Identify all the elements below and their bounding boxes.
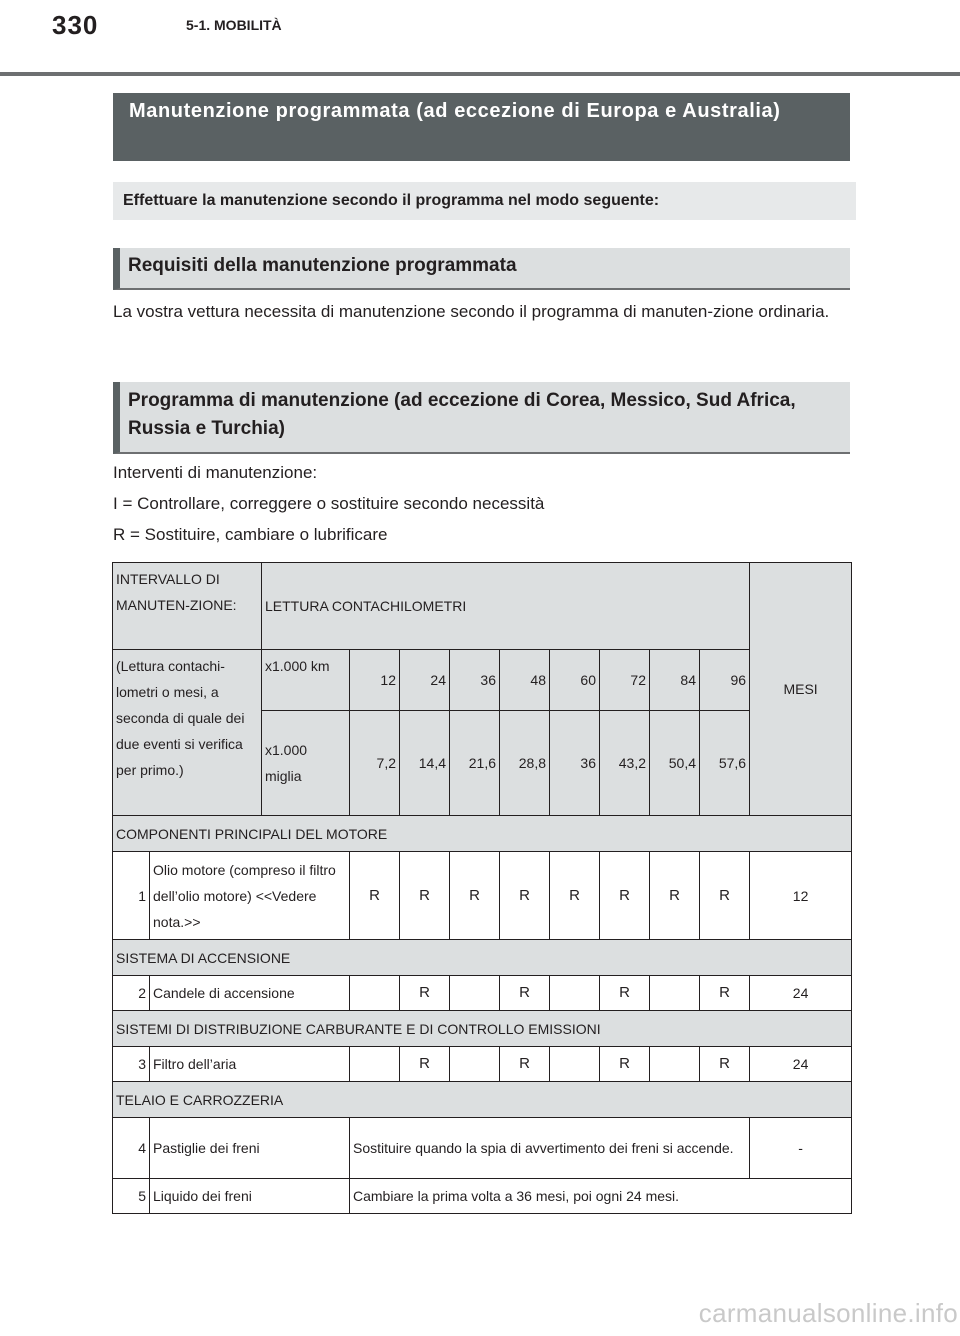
row-number: 1: [113, 852, 150, 940]
km-value-cell: 12: [350, 650, 400, 711]
mark-cell: [350, 1047, 400, 1082]
mile-value-cell: 7,2: [350, 711, 400, 816]
mark-cell: [650, 976, 700, 1011]
section-title-cell: SISTEMI DI DISTRIBUZIONE CARBURANTE E DI CONTROLLO EMISSIONI: [113, 1011, 852, 1047]
months-cell: 24: [750, 1047, 852, 1082]
requirements-heading: Requisiti della manutenzione programmata: [113, 248, 850, 290]
row-item: Filtro dell’aria: [150, 1047, 350, 1082]
mark-cell: R: [600, 852, 650, 940]
months-label-cell: MESI: [750, 563, 852, 816]
row-number: 5: [113, 1179, 150, 1214]
row-item: Candele di accensione: [150, 976, 350, 1011]
months-cell: 12: [750, 852, 852, 940]
mark-cell: R: [700, 852, 750, 940]
section-banner: Manutenzione programmata (ad eccezione di Europa e Australia): [113, 93, 850, 161]
mile-value-cell: 36: [550, 711, 600, 816]
section-title-cell: SISTEMA DI ACCENSIONE: [113, 940, 852, 976]
section-title-cell: TELAIO E CARROZZERIA: [113, 1082, 852, 1118]
mile-unit-cell: x1.000 miglia: [262, 711, 350, 816]
km-value-cell: 24: [400, 650, 450, 711]
mark-cell: R: [600, 1047, 650, 1082]
mile-value-cell: 50,4: [650, 711, 700, 816]
mark-cell: R: [400, 852, 450, 940]
legend-r: R = Sostituire, cambiare o lubrificare: [113, 525, 388, 544]
section-title-cell: COMPONENTI PRINCIPALI DEL MOTORE: [113, 816, 852, 852]
mark-cell: R: [500, 852, 550, 940]
mile-value-cell: 21,6: [450, 711, 500, 816]
mark-cell: R: [400, 976, 450, 1011]
months-cell: 24: [750, 976, 852, 1011]
km-unit-cell: x1.000 km: [262, 650, 350, 711]
mark-cell: R: [350, 852, 400, 940]
km-value-cell: 36: [450, 650, 500, 711]
row-number: 3: [113, 1047, 150, 1082]
mark-cell: [550, 1047, 600, 1082]
mark-cell: [650, 1047, 700, 1082]
mark-cell: R: [700, 976, 750, 1011]
mile-value-cell: 57,6: [700, 711, 750, 816]
program-heading: Programma di manutenzione (ad eccezione di Corea, Messico, Sud Africa, Russia e Turchia): [113, 382, 850, 454]
km-value-cell: 96: [700, 650, 750, 711]
legend-i: I = Controllare, correggere o sostituire secondo necessità: [113, 494, 545, 513]
mark-cell: R: [600, 976, 650, 1011]
header-rule: [0, 72, 960, 76]
mark-cell: R: [550, 852, 600, 940]
mark-cell: [450, 976, 500, 1011]
months-cell: -: [750, 1118, 852, 1179]
mark-cell: R: [400, 1047, 450, 1082]
km-value-cell: 72: [600, 650, 650, 711]
mark-cell: R: [700, 1047, 750, 1082]
km-value-cell: 60: [550, 650, 600, 711]
mark-cell: R: [500, 1047, 550, 1082]
requirements-body: La vostra vettura necessita di manutenzione secondo il programma di manuten-zione ordinaria.: [113, 302, 830, 321]
intro-banner: Effettuare la manutenzione secondo il programma nel modo seguente:: [113, 182, 856, 220]
mark-cell: [350, 976, 400, 1011]
mark-cell: [550, 976, 600, 1011]
mark-cell: [450, 1047, 500, 1082]
row-note: Sostituire quando la spia di avvertimento dei freni si accende.: [350, 1118, 750, 1179]
mile-value-cell: 43,2: [600, 711, 650, 816]
row-note: Cambiare la prima volta a 36 mesi, poi ogni 24 mesi.: [350, 1179, 852, 1214]
page-number: 330: [52, 10, 99, 40]
maintenance-table: [112, 562, 852, 1214]
row-item: Pastiglie dei freni: [150, 1118, 350, 1179]
row-item: Olio motore (compreso il filtro dell’olio motore) <<Vedere nota.>>: [150, 852, 350, 940]
reading-note-cell: (Lettura contachi-lometri o mesi, a seconda di quale dei due eventi si verifica per primo.): [113, 650, 262, 816]
km-value-cell: 48: [500, 650, 550, 711]
mark-cell: R: [450, 852, 500, 940]
legend-intro: Interventi di manutenzione:: [113, 463, 318, 482]
watermark-text: carmanualsonline.info: [698, 1298, 958, 1328]
interval-label-cell: INTERVALLO DI MANUTEN-ZIONE:: [113, 563, 262, 650]
odometer-label-cell: LETTURA CONTACHILOMETRI: [262, 563, 750, 650]
mile-value-cell: 14,4: [400, 711, 450, 816]
km-value-cell: 84: [650, 650, 700, 711]
row-number: 2: [113, 976, 150, 1011]
mark-cell: R: [500, 976, 550, 1011]
section-label: 5-1. MOBILITÀ: [186, 17, 282, 33]
mile-value-cell: 28,8: [500, 711, 550, 816]
row-item: Liquido dei freni: [150, 1179, 350, 1214]
mark-cell: R: [650, 852, 700, 940]
row-number: 4: [113, 1118, 150, 1179]
